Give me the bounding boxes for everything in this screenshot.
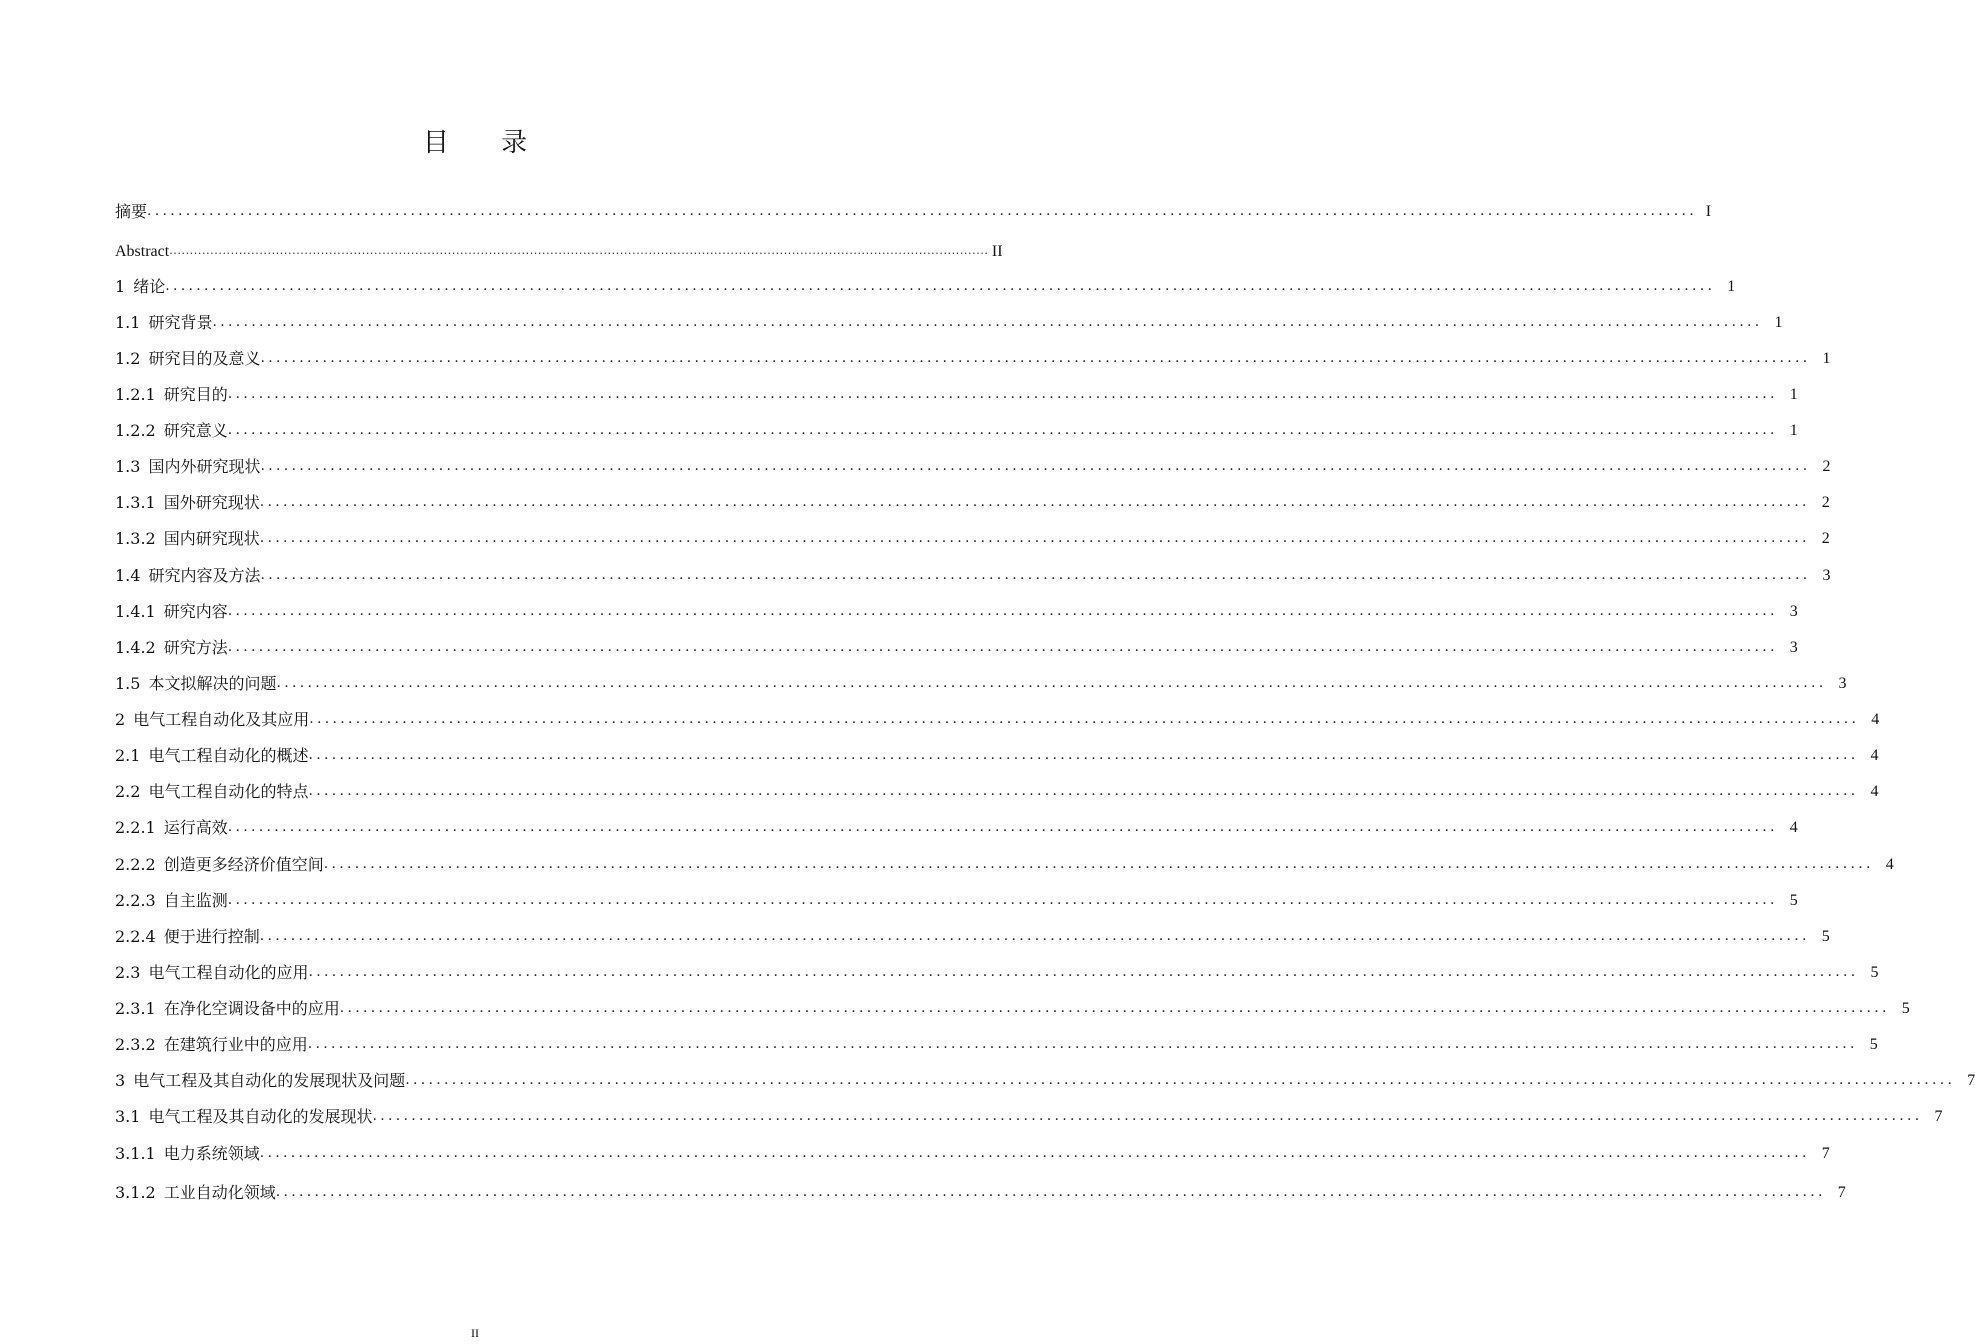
dot-leader: ........................................................................................................................................................................................................ — [309, 711, 1860, 727]
dot-leader: ........................................................................................................................................................................................................ — [227, 892, 1778, 908]
toc-entry[interactable] — [115, 925, 1830, 949]
toc-entry[interactable] — [115, 780, 1879, 804]
dot-leader: ........................................................................................................................................................................................................ — [276, 675, 1827, 691]
toc-entry[interactable] — [115, 600, 1798, 624]
toc-entry-page: 3 — [1822, 567, 1831, 584]
toc-entry[interactable] — [115, 200, 1712, 224]
toc-entry-page: 4 — [1870, 747, 1879, 764]
dot-leader: ........................................................................................................................................................................................................ — [227, 603, 1778, 619]
toc-entry-page: 1 — [1727, 278, 1736, 295]
toc-entry-label: 摘要 — [115, 202, 148, 221]
toc-entry-label: 2.2.1 运行高效 — [115, 818, 228, 837]
toc-entry-page: 5 — [1789, 892, 1798, 909]
toc-entry[interactable] — [115, 527, 1830, 551]
toc-entry-page: 1 — [1789, 386, 1798, 403]
dot-leader: ........................................................................................................................................................................................................ — [275, 1184, 1826, 1200]
toc-entry[interactable] — [115, 1069, 1975, 1093]
toc-entry-label: 2.2.3 自主监测 — [115, 891, 228, 910]
dot-leader: ........................................................................................................................................................................................................ — [259, 530, 1810, 546]
toc-entry[interactable] — [115, 816, 1798, 840]
dot-leader: ........................................................................................................................................................................................................ — [227, 386, 1778, 402]
dot-leader: ........................................................................................................................................................................................................ — [165, 278, 1716, 294]
toc-entry-label: 1.4.2 研究方法 — [115, 638, 228, 657]
toc-entry-page: 1 — [1774, 314, 1783, 331]
toc-entry-label: 1.3 国内外研究现状 — [115, 457, 261, 476]
dot-leader: ........................................................................................................................................................................................................ — [259, 928, 1810, 944]
toc-entry-page: 5 — [1901, 1000, 1910, 1017]
toc-entry-page: 2 — [1821, 494, 1830, 511]
toc-entry-page: 3 — [1838, 675, 1847, 692]
dot-leader: ........................................................................................................................................................................................................ — [227, 639, 1778, 655]
toc-entry[interactable] — [115, 419, 1798, 443]
footer-page-number: II — [471, 1326, 479, 1340]
toc-entry-page: 1 — [1789, 422, 1798, 439]
toc-entry-label: 1.2.2 研究意义 — [115, 421, 228, 440]
toc-entry-label: 3 电气工程及其自动化的发展现状及问题 — [115, 1071, 406, 1090]
dot-leader: ........................................................................................................................................................................................................ — [227, 422, 1778, 438]
toc-entry-label: 1.5 本文拟解决的问题 — [115, 674, 277, 693]
toc-entry-label: 3.1.1 电力系统领域 — [115, 1144, 260, 1163]
toc-entry-page: 4 — [1870, 783, 1879, 800]
toc-entry[interactable] — [115, 455, 1831, 479]
dot-leader: ........................................................................................................................................................................................................ — [339, 1000, 1890, 1016]
toc-entry-label: 1.4.1 研究内容 — [115, 602, 228, 621]
toc-entry-label: 3.1 电气工程及其自动化的发展现状 — [115, 1107, 373, 1126]
dot-leader: ........................................................................................................................................................................................................ — [260, 458, 1811, 474]
dot-leader: ........................................................................................................................................................................................................ — [260, 350, 1811, 366]
toc-entry-page: 7 — [1821, 1145, 1830, 1162]
dot-leader: ........................................................................................................................................................................................................ — [307, 1036, 1858, 1052]
toc-entry-page: 4 — [1885, 856, 1894, 873]
toc-entry-label: 1.1 研究背景 — [115, 313, 213, 332]
toc-entry-label: 2.2.4 便于进行控制 — [115, 927, 260, 946]
dot-leader: ........................................................................................................................................................................................................ — [308, 747, 1859, 763]
toc-entry[interactable] — [115, 1181, 1846, 1205]
toc-title: 目 录 — [422, 128, 550, 158]
toc-entry-page: 7 — [1837, 1184, 1846, 1201]
dot-leader: ........................................................................................................................................................................................................ — [260, 567, 1811, 583]
toc-entry-label: Abstract — [115, 243, 170, 260]
toc-entry[interactable] — [115, 744, 1879, 768]
toc-entry[interactable] — [115, 636, 1798, 660]
toc-entry[interactable] — [115, 1142, 1830, 1166]
toc-entry-page: 2 — [1821, 530, 1830, 547]
toc-entry-page: 5 — [1869, 1036, 1878, 1053]
dot-leader: ........................................................................................................................................................................................................ — [212, 314, 1763, 330]
toc-entry[interactable] — [115, 240, 1003, 264]
toc-entry-page: 5 — [1870, 964, 1879, 981]
toc-entry[interactable] — [115, 708, 1880, 732]
toc-entry-page: 3 — [1789, 639, 1798, 656]
dot-leader: ........................................................................................................................................................................................................ — [323, 856, 1874, 872]
toc-entry-page: 4 — [1871, 711, 1880, 728]
toc-entry[interactable] — [115, 853, 1894, 877]
dot-leader: ........................................................................................................................................................................................................ — [372, 1108, 1923, 1124]
toc-entry-page: 3 — [1789, 603, 1798, 620]
toc-entry-page: 4 — [1789, 819, 1798, 836]
toc-entry[interactable] — [115, 1105, 1943, 1129]
toc-entry[interactable] — [115, 311, 1783, 335]
toc-entry[interactable] — [115, 383, 1798, 407]
toc-entry-page: 2 — [1822, 458, 1831, 475]
toc-entry-page: I — [1705, 203, 1712, 220]
toc-entry[interactable] — [115, 961, 1879, 985]
toc-entry-page: 5 — [1821, 928, 1830, 945]
toc-entry-page: 7 — [1967, 1072, 1975, 1089]
toc-entry-label: 1.3.1 国外研究现状 — [115, 493, 260, 512]
toc-entry[interactable] — [115, 889, 1798, 913]
toc-entry[interactable] — [115, 491, 1830, 515]
toc-entry[interactable] — [115, 672, 1847, 696]
dot-leader: ........................................................................................................................................................................................................ — [259, 494, 1810, 510]
toc-entry-label: 2.2.2 创造更多经济价值空间 — [115, 855, 324, 874]
dot-leader: ........................................................................................................................................................................................................ — [169, 244, 989, 257]
toc-entry-label: 1.4 研究内容及方法 — [115, 566, 261, 585]
toc-entry-label: 2.1 电气工程自动化的概述 — [115, 746, 309, 765]
toc-entry[interactable] — [115, 347, 1831, 371]
toc-entry[interactable] — [115, 997, 1910, 1021]
toc-entry-label: 2.3 电气工程自动化的应用 — [115, 963, 309, 982]
toc-entry-label: 2.2 电气工程自动化的特点 — [115, 782, 309, 801]
toc-entry-label: 1 绪论 — [115, 277, 166, 296]
dot-leader: ........................................................................................................................................................................................................ — [227, 819, 1778, 835]
dot-leader: ........................................................................................................................................................................................................ — [405, 1072, 1956, 1088]
toc-entry-label: 2.3.2 在建筑行业中的应用 — [115, 1035, 308, 1054]
toc-entry-label: 1.2 研究目的及意义 — [115, 349, 261, 368]
toc-entry-page: 1 — [1822, 350, 1831, 367]
toc-entry-label: 2 电气工程自动化及其应用 — [115, 710, 310, 729]
dot-leader: ........................................................................................................................................................................................................ — [259, 1145, 1810, 1161]
toc-entry-label: 3.1.2 工业自动化领域 — [115, 1183, 276, 1202]
toc-entry[interactable] — [115, 275, 1736, 299]
toc-entry[interactable] — [115, 1033, 1878, 1057]
toc-entry-label: 1.3.2 国内研究现状 — [115, 529, 260, 548]
dot-leader: ........................................................................................................................................................................................................ — [147, 203, 1698, 219]
toc-entry-label: 2.3.1 在净化空调设备中的应用 — [115, 999, 340, 1018]
dot-leader: ........................................................................................................................................................................................................ — [308, 783, 1859, 799]
dot-leader: ........................................................................................................................................................................................................ — [308, 964, 1859, 980]
toc-entry[interactable] — [115, 564, 1831, 588]
toc-entry-label: 1.2.1 研究目的 — [115, 385, 228, 404]
toc-entry-page: 7 — [1934, 1108, 1943, 1125]
toc-entry-page: II — [991, 243, 1003, 260]
